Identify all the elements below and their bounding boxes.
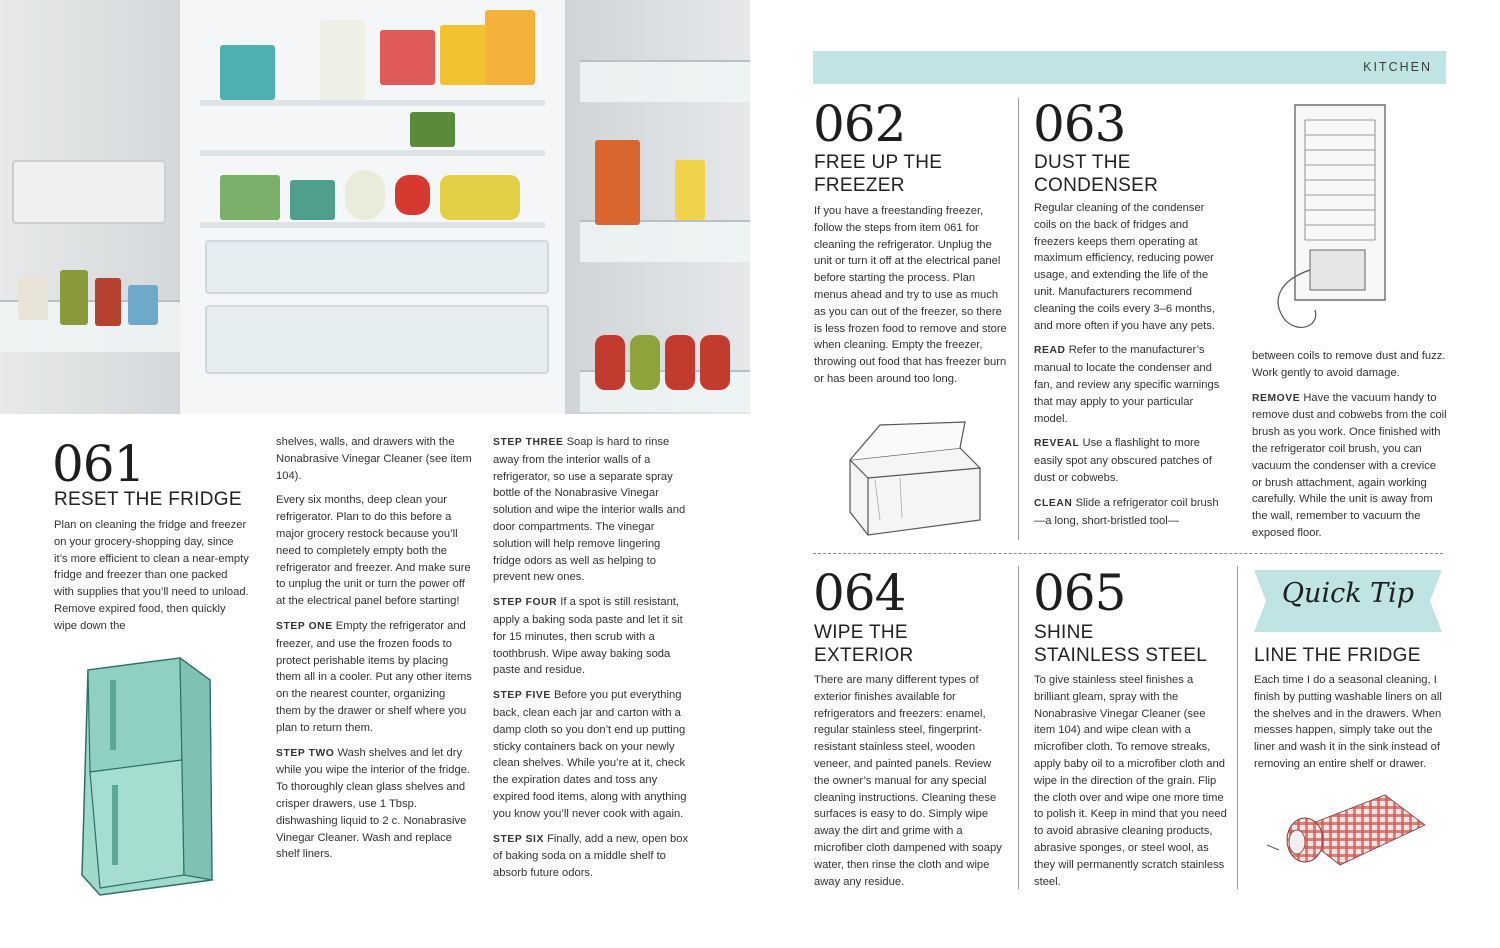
berries-container: [380, 30, 435, 85]
step-five: [493, 687, 689, 822]
fridge-photo: [0, 0, 750, 414]
item-number: 061: [52, 435, 145, 493]
step-label: STEP TWO: [276, 747, 335, 759]
section-label: KITCHEN: [1363, 60, 1432, 74]
soda-can: [595, 335, 625, 390]
liner-roll-illustration: [1265, 790, 1430, 875]
step-text: If a spot is still resistant, apply a baking soda paste and let it sit for 15 minutes, then scrub with a toothbrush. Wipe away baking soda paste and residue.: [493, 596, 683, 677]
coconut: [345, 170, 385, 220]
item061-column3: [493, 434, 689, 890]
water-dispenser-panel: [12, 160, 166, 224]
step-label: STEP FIVE: [493, 690, 551, 702]
item-number: 063: [1033, 95, 1126, 153]
freezer-drawer: [205, 305, 549, 374]
item-title-line2: EXTERIOR: [814, 645, 914, 666]
carton: [128, 285, 158, 325]
paragraph: Regular cleaning of the condenser coils on the back of fridges and freezers keeps them operating at maximum efficiency, reducing power usage, and extending the life of the unit. Manufacturers recommend cleaning the coils every 3–6 months, and more often if you have any pets.: [1034, 202, 1215, 332]
soda-can: [665, 335, 695, 390]
right-door-shelf: [580, 220, 750, 262]
paragraph: shelves, walls, and drawers with the Nonabrasive Vinegar Cleaner (see item 104).: [276, 436, 472, 482]
step-text: Have the vacuum handy to remove dust and cobwebs from the coil brush as you work. Once finished with the refrigerator coil brush, you can vacuum the condenser with a crevice or brush attachment, again working carefully. While the unit is away from the wall, remember to vacuum the exposed floor.: [1252, 391, 1447, 539]
item-intro: [54, 517, 250, 643]
step-label: STEP FOUR: [493, 597, 558, 609]
step-text: Refer to the manufacturer’s manual to locate the condenser and fan, and review any specific warnings that may apply to your particular model.: [1034, 344, 1220, 425]
paragraph: To give stainless steel finishes a brilliant gleam, spray with the Nonabrasive Vinegar Cleaner (see item 104) and wipe clean with a microfiber cloth. To remove streaks, apply baby oil to a microfiber cloth and wipe in the direction of the grain. Flip the cloth over and wipe one more time to polish it. Keep in mind that you need to avoid abrasive cleaning products, abrasive sponges, or steel wool, as they will permanently scratch stainless steel.: [1034, 674, 1227, 888]
item064-body: [814, 672, 1006, 898]
step-four: [493, 594, 689, 679]
column-divider: [1018, 98, 1019, 540]
column-divider: [1018, 566, 1019, 889]
read-step: [1034, 342, 1227, 427]
paragraph: Each time I do a seasonal cleaning, I finish by putting washable liners on all the shelves and in the drawers. When messes happen, simply take out the liner and wash it in the sink instead of removing an entire shelf or drawer.: [1254, 674, 1442, 770]
step-label: STEP ONE: [276, 620, 333, 632]
item065-body: [1034, 672, 1228, 898]
step-text: Empty the refrigerator and freezer, and use the frozen foods to protect perishable items by placing them all in a cooler. Put any other items on the nearest counter, organizing them by the drawer or shelf where you plan to return them.: [276, 619, 472, 734]
item-number: 065: [1033, 564, 1126, 622]
section-divider: [813, 553, 1443, 554]
item-number: 062: [813, 95, 906, 153]
item063-column1: [1034, 200, 1227, 537]
juice-box: [485, 10, 535, 85]
step-three: [493, 434, 689, 586]
item063-column2: [1252, 348, 1448, 550]
item-title-line2: STAINLESS STEEL: [1034, 645, 1208, 666]
mustard-bottle: [675, 160, 705, 220]
item-title-line1: DUST THE: [1034, 152, 1131, 173]
fridge-illustration: [70, 650, 220, 900]
step-label: STEP SIX: [493, 833, 544, 845]
step-label: STEP THREE: [493, 437, 564, 448]
jam-jar: [95, 278, 121, 326]
tomatoes: [395, 175, 430, 215]
soda-can: [700, 335, 730, 390]
step-label: REVEAL: [1034, 438, 1080, 450]
fruit-bowl: [440, 175, 520, 220]
paragraph: There are many different types of exterior finishes available for refrigerators and freezers: enamel, regular stainless steel, fingerprint-resistant stainless steel, wooden veneer, and painted panels. Review the owner’s manual for any special cleaning instructions. Cleaning these surfaces is easy to do. Simply wipe away the dirt and grime with a microfiber cloth dampened with soapy water, then rinse the cloth and wipe away any residue.: [814, 674, 1002, 888]
fridge-right-door: [565, 0, 750, 414]
quick-tip-banner: [1254, 570, 1442, 632]
reveal-step: [1034, 435, 1227, 486]
paragraph: Plan on cleaning the fridge and freezer on your grocery-shopping day, since it’s more efficient to clean a near-empty fridge and freezer than one packed with supplies that you’ll need to unload. Remove expired food, then quickly wipe down the: [54, 519, 249, 632]
section-band: [813, 51, 1446, 84]
paragraph: If you have a freestanding freezer, follow the steps from item 061 for cleaning the refrigerator. Unplug the unit or turn it off at the electrical panel before starting the process. Plan menus ahead and try to use as much as you can out of the freezer, so there is less frozen food to remove and store when cleaning. Empty the freezer, throwing out food that has freezer burn or has been around too long.: [814, 205, 1007, 385]
condenser-illustration: [1260, 100, 1410, 340]
fruit-bin: [290, 180, 335, 220]
lemons-container: [440, 25, 490, 85]
fridge-interior: [180, 0, 565, 414]
column-divider: [1237, 566, 1238, 889]
chest-freezer-illustration: [840, 420, 990, 540]
item-title-line2: FREEZER: [814, 175, 905, 196]
step-six: [493, 831, 689, 882]
step-text: Wash shelves and let dry while you wipe the interior of the fridge. To thoroughly clean glass shelves and crisper drawers, use 1 Tbsp. dishwashing liquid to 2 c. Nonabrasive Vinegar Cleaner. Wash and replace shelf liners.: [276, 746, 471, 861]
quick-tip-title: LINE THE FRIDGE: [1254, 645, 1421, 666]
paragraph: between coils to remove dust and fuzz. Work gently to avoid damage.: [1252, 350, 1446, 379]
item-title-line1: SHINE: [1034, 622, 1094, 643]
item061-column2: [276, 434, 472, 871]
milk-carton: [320, 20, 365, 100]
step-one: [276, 618, 472, 737]
right-door-shelf: [580, 60, 750, 102]
step-label: READ: [1034, 345, 1066, 357]
juice-bottle: [60, 270, 88, 325]
step-text: Soap is hard to rinse away from the interior walls of a refrigerator, so use a separate spray bottle of the Nonabrasive Vinegar solution and wipe the interior walls and door compartments. The vinegar solution will help remove lingering fridge odors as well as helping to prevent new ones.: [493, 436, 686, 584]
milk-carton: [18, 275, 48, 320]
step-text: Before you put everything back, clean each jar and carton with a damp cloth so you don’t end up putting sticky containers back on your newly clean shelves. While you’re at it, check the expiration dates and toss any expired food items, along with anything you know you’ll never cook with again.: [493, 689, 687, 820]
crisper-drawer: [205, 240, 549, 294]
step-text: Slide a refrigerator coil brush—a long, short-bristled tool—: [1034, 496, 1219, 527]
item-title-line1: WIPE THE: [814, 622, 908, 643]
paragraph: Every six months, deep clean your refrigerator. Plan to do this before a major grocery restock because you’ll need to completely empty both the refrigerator and freezer. And make sure to unplug the unit or turn the power off at the electrical panel before starting!: [276, 494, 471, 608]
step-label: CLEAN: [1034, 497, 1073, 509]
quick-tip-label: Quick Tip: [1281, 578, 1415, 609]
veggie-bin: [220, 175, 280, 220]
item-title: RESET THE FRIDGE: [54, 489, 242, 510]
step-text: Finally, add a new, open box of baking soda on a middle shelf to absorb future odors.: [493, 832, 689, 880]
container-blue: [220, 45, 275, 100]
clean-step: [1034, 495, 1227, 530]
remove-step: [1252, 390, 1448, 542]
greens-container: [410, 112, 455, 147]
step-two: [276, 745, 472, 864]
soda-can: [630, 335, 660, 390]
quick-tip-body: [1254, 672, 1442, 781]
item-title-line2: CONDENSER: [1034, 175, 1159, 196]
orange-juice-carton: [595, 140, 640, 225]
item062-body: [814, 203, 1007, 396]
step-text: Use a flashlight to more easily spot any obscured patches of dust or cobwebs.: [1034, 437, 1212, 484]
item-number: 064: [813, 564, 906, 622]
item-title-line1: FREE UP THE: [814, 152, 943, 173]
fridge-left-door: [0, 0, 180, 414]
step-label: REMOVE: [1252, 392, 1301, 404]
